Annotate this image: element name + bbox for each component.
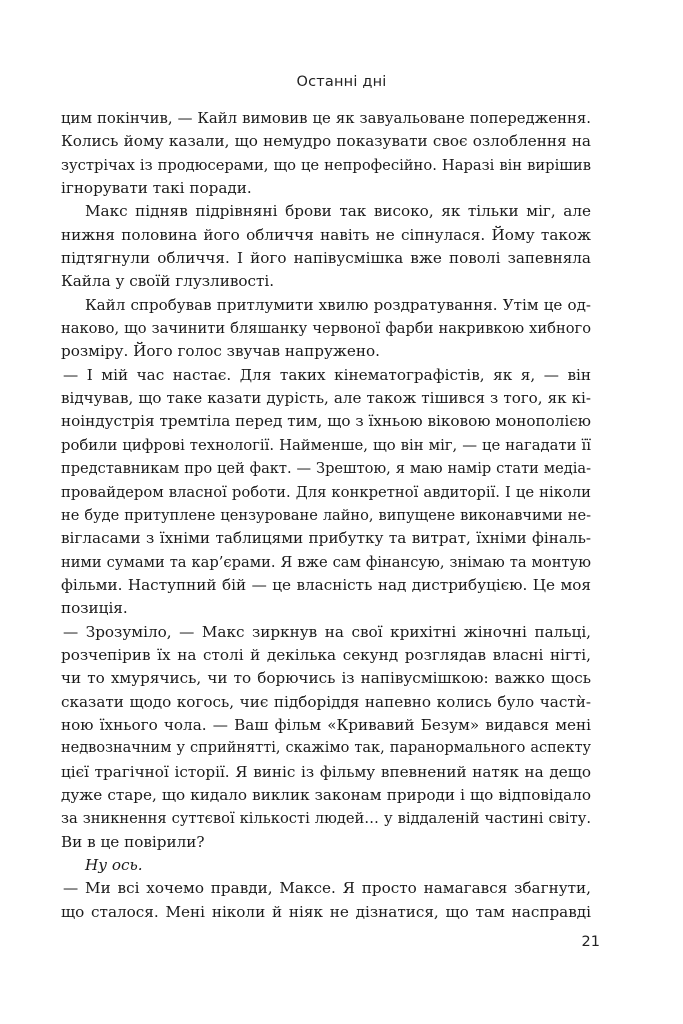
running-head: Останні дні [296,74,387,90]
page-number: 21 [581,934,600,950]
text-line: не буде притуплене цензуроване лайно, випущене виконавчими не- [61,506,591,524]
text-line: Ви в це повірили? [61,832,205,851]
text-line: — Зрозуміло, — Макс зиркнув на свої крихітні жіночні пальці, [63,622,591,641]
text-line: недвозначним у сприйнятті, скажімо так, паранормального аспекту [61,740,591,757]
text-line: — І мій час настає. Для таких кінематографістів, як я, — він [63,365,591,384]
text-line: наково, що зачинити бляшанку червоної фарби накривкою хибного [61,320,591,338]
text-line: провайдером власної роботи. Для конкретної авдиторії. І це ніколи [61,483,591,501]
text-line: що сталося. Мені ніколи й ніяк не дізнатися, що там насправді [61,902,591,921]
text-line: сказати щодо когось, чиє підборіддя напевно колись було частѝ- [61,692,591,711]
text-line: Кайла у своїй глузливості. [61,272,275,291]
body-text [61,107,591,924]
text-line: цієї трагічної історії. Я виніс із фільму впевнений натяк на дещо [61,762,591,781]
text-line: Колись йому казали, що немудро показувати своє озлоблення на [61,132,591,151]
text-line: ноіндустрія тремтіла перед тим, що з їхньою віковою монополією [61,412,591,431]
text-line: робили цифрові технології. Найменше, що він міг, — це нагадати її [61,436,591,454]
text-line: відчував, що таке казати дурість, але також тішився з того, як кі- [61,389,591,408]
text-line: розміру. Його голос звучав напружено. [61,342,380,361]
text-line: нижня половина його обличчя навіть не сіпнулася. Йому також [61,225,591,244]
text-line: представникам про цей факт. — Зрештою, я маю намір стати медіа- [61,460,591,478]
text-line: позиція. [61,599,128,618]
text-line: за зникнення суттєвої кількості людей… у віддаленій частині світу. [61,810,591,828]
text-line: чи то хмурячись, чи то борючись із напівусмішкою: важко щось [61,669,591,688]
text-line: вігласами з їхніми таблицями прибутку та витрат, їхніми фіналь- [61,529,591,548]
text-line: ігнорувати такі поради. [61,179,252,198]
text-line: дуже старе, що кидало виклик законам природи і що відповідало [61,785,591,804]
text-line: ною їхнього чола. — Ваш фільм «Кривавий Безум» видався мені [61,715,591,734]
text-line: цим покінчив, — Кайл вимовив це як завуальоване попередження. [61,109,591,127]
text-line: ними сумами та кар’єрами. Я вже сам фінансую, знімаю та монтую [61,553,591,571]
text-line: — Ми всі хочемо правди, Максе. Я просто намагався збагнути, [63,879,591,898]
text-line: Ну ось. [85,856,143,874]
text-line: зустрічах із продюсерами, що це непрофесійно. Наразі він вирішив [61,156,591,174]
text-line: Макс підняв підрівняні брови так високо, як тільки міг, але [85,202,591,221]
text-line: підтягнули обличчя. І його напівусмішка вже поволі запевняла [61,249,591,268]
text-line: фільми. Наступний бій — це власність над дистрибуцією. Це моя [61,575,591,594]
text-line: розчепірив їх на столі й декілька секунд розглядав власні нігті, [61,645,591,664]
text-line: Кайл спробував притлумити хвилю роздратування. Утім це од- [85,295,591,314]
